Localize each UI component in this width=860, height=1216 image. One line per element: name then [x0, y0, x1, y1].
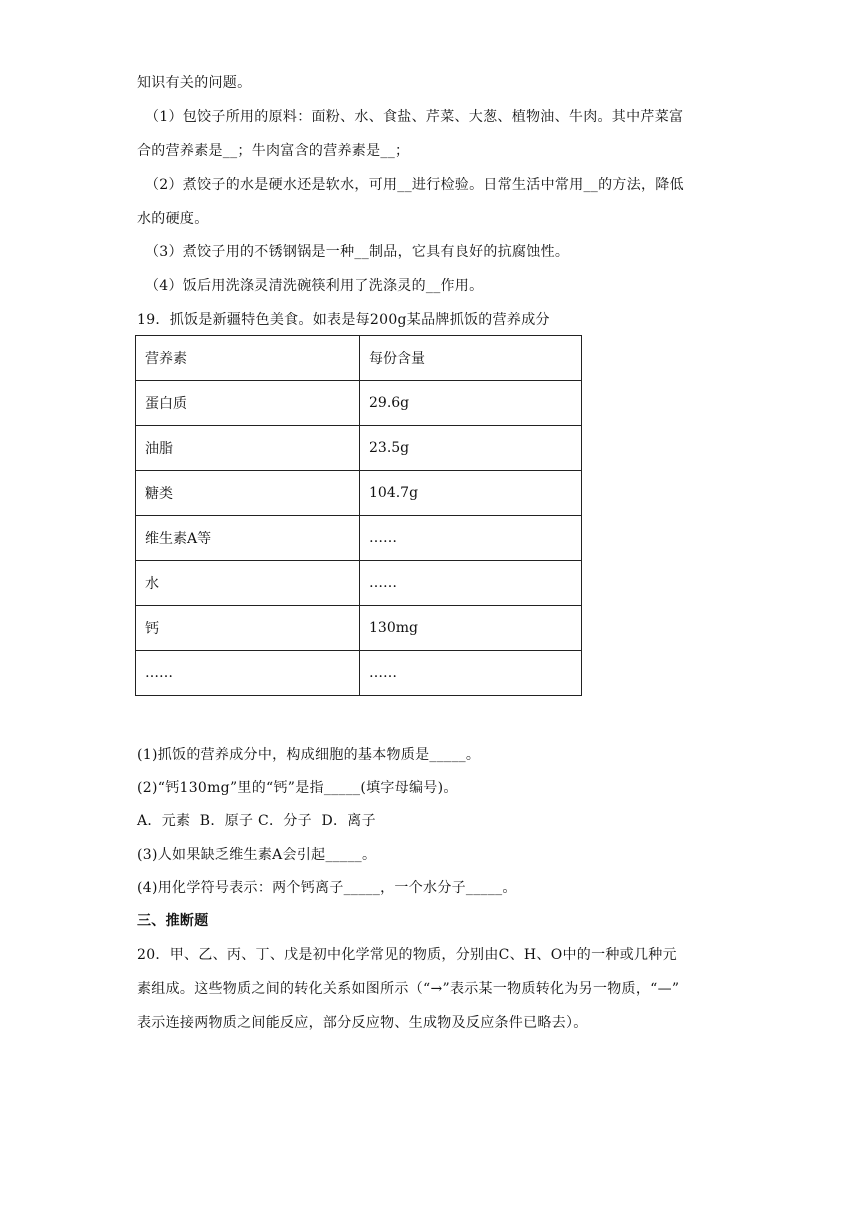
- q18-part1-line1: （1）包饺子所用的原料：面粉、水、食盐、芹菜、大葱、植物油、牛肉。其中芹菜富: [145, 109, 684, 125]
- q18-part2-line2: 水的硬度。: [137, 211, 209, 227]
- q18-part4: （4）饭后用洗涤灵清洗碗筷利用了洗涤灵的__作用。: [145, 278, 484, 294]
- table-cell-nutrient: 水: [136, 561, 360, 606]
- q18-part1-line2: 合的营养素是__；牛肉富含的营养素是__；: [137, 143, 410, 159]
- q18-part3: （3）煮饺子用的不锈钢锅是一种__制品，它具有良好的抗腐蚀性。: [145, 244, 570, 260]
- section-title: 三、推断题: [137, 913, 209, 929]
- table-cell-nutrient: 油脂: [136, 426, 360, 471]
- table-row: [136, 561, 582, 606]
- table-cell-amount: 130mg: [360, 606, 582, 651]
- table-cell-nutrient: ……: [136, 651, 360, 696]
- table-cell-nutrient: 糖类: [136, 471, 360, 516]
- table-cell-nutrient: 钙: [136, 606, 360, 651]
- q19-sub4: (4)用化学符号表示：两个钙离子_____，一个水分子_____。: [137, 880, 517, 896]
- table-row: [136, 471, 582, 516]
- table-cell-amount: 23.5g: [360, 426, 582, 471]
- q19-sub3: (3)人如果缺乏维生素A会引起_____。: [137, 847, 377, 863]
- q19-options: A．元素 B．原子 C．分子 D．离子: [137, 813, 376, 829]
- q20-line3: 表示连接两物质之间能反应，部分反应物、生成物及反应条件已略去）。: [137, 1015, 588, 1031]
- table-cell-amount: ……: [360, 651, 582, 696]
- table-cell-amount: 29.6g: [360, 381, 582, 426]
- nutrition-table: [135, 335, 582, 696]
- table-row: [136, 381, 582, 426]
- q19-stem: 19．抓饭是新疆特色美食。如表是每200g某品牌抓饭的营养成分: [137, 312, 550, 328]
- table-header-cell: 营养素: [136, 336, 360, 381]
- table-cell-nutrient: 维生素A等: [136, 516, 360, 561]
- q18-intro: 知识有关的问题。: [137, 75, 252, 91]
- table-row: [136, 606, 582, 651]
- q18-part2-line1: （2）煮饺子的水是硬水还是软水，可用__进行检验。日常生活中常用__的方法，降低: [145, 177, 684, 193]
- table-header-cell: 每份含量: [360, 336, 582, 381]
- q20-line1: 20．甲、乙、丙、丁、戊是初中化学常见的物质，分别由C、H、O中的一种或几种元: [137, 947, 677, 963]
- q20-line2: 素组成。这些物质之间的转化关系如图所示（“→”表示某一物质转化为另一物质，“—”: [137, 981, 680, 997]
- table-header-row: [136, 336, 582, 381]
- table-cell-nutrient: 蛋白质: [136, 381, 360, 426]
- table-row: [136, 651, 582, 696]
- q19-sub2: (2)“钙130mg”里的“钙”是指_____(填字母编号)。: [137, 780, 458, 796]
- table-cell-amount: 104.7g: [360, 471, 582, 516]
- table-cell-amount: ……: [360, 561, 582, 606]
- table-cell-amount: ……: [360, 516, 582, 561]
- table-row: [136, 426, 582, 471]
- q19-sub1: (1)抓饭的营养成分中，构成细胞的基本物质是_____。: [137, 747, 481, 763]
- table-row: [136, 516, 582, 561]
